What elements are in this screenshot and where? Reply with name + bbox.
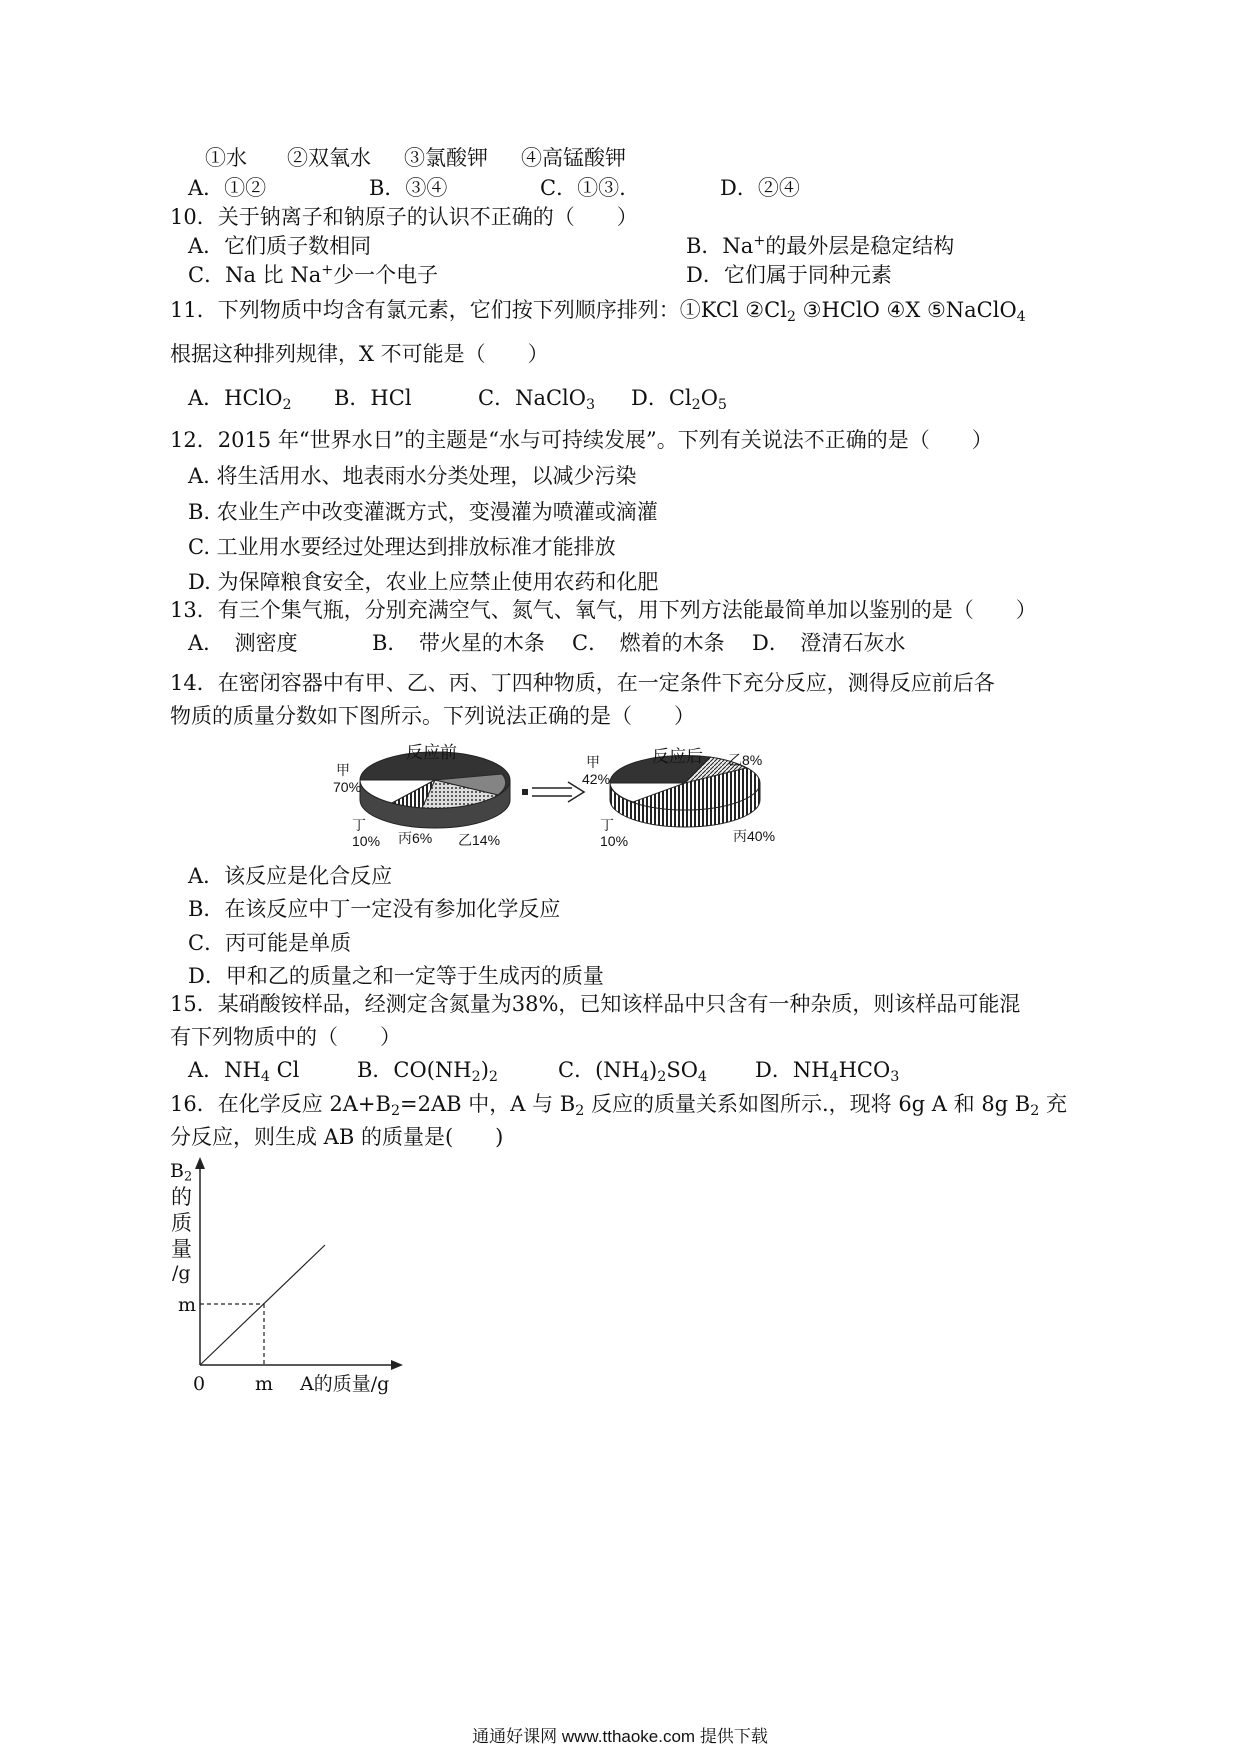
x-axis-arrow-icon (391, 1360, 403, 1370)
pie-before-title: 反应前 (406, 743, 457, 762)
q13-option-b: B． 带火星的木条 (372, 631, 545, 655)
y-axis-arrow-icon (195, 1157, 205, 1169)
q12-option-b: B. 农业生产中改变灌溉方式，变漫灌为喷灌或滴灌 (188, 500, 658, 524)
q12-option-c: C. 工业用水要经过处理达到排放标准才能排放 (188, 535, 616, 559)
q10-stem: 10．关于钠离子和钠原子的认识不正确的（ ） (170, 205, 638, 229)
q16-m-y: m (178, 1294, 197, 1316)
q12-stem: 12．2015 年“世界水日”的主题是“水与可持续发展”。下列有关说法不正确的是（ ） (170, 428, 993, 452)
q9-item-1: ①水 (205, 146, 247, 170)
pie-after-title: 反应后 (652, 747, 703, 766)
q16-graph (170, 1155, 420, 1400)
q14-option-d: D．甲和乙的质量之和一定等于生成丙的质量 (188, 964, 604, 988)
q14-option-b: B．在该反应中丁一定没有参加化学反应 (188, 897, 561, 921)
q16-ylabel-1: 的 (171, 1185, 192, 1209)
q15-option-a: A．$NH_4$ Cl (188, 1058, 300, 1085)
q9-option-d: D．②④ (720, 176, 800, 200)
q9-item-4: ④高锰酸钾 (521, 146, 626, 170)
q16-ylabel-3: 量 (171, 1237, 192, 1261)
q9-item-3: ③氯酸钾 (404, 146, 488, 170)
q9-option-b: B．③④ (369, 176, 448, 200)
q16-ylabel-b2: $B_2$ (170, 1160, 193, 1185)
q9-item-2: ②双氧水 (287, 146, 371, 170)
q12-option-a: A. 将生活用水、地表雨水分类处理，以减少污染 (188, 464, 637, 488)
q10-option-d: D．它们属于同种元素 (686, 263, 892, 287)
q13-option-a: A． 测密度 (188, 631, 298, 655)
q16-xlabel: A的质量/g (300, 1373, 390, 1395)
q12-option-d: D. 为保障粮食安全，农业上应禁止使用农药和化肥 (188, 570, 659, 594)
q10-option-b: B．Na+的最外层是稳定结构 (686, 233, 955, 258)
q9-option-a: A．①② (188, 176, 267, 200)
q15-stem-1: 15．某硝酸铵样品，经测定含氮量为38%，已知该样品中只含有一种杂质，则该样品可能混 (170, 992, 1021, 1016)
q11-option-c: C．NaClO$_3$ (478, 386, 596, 413)
q10-option-a: A．它们质子数相同 (188, 234, 372, 258)
q15-stem-2: 有下列物质中的（ ） (170, 1025, 401, 1049)
q13-stem: 13．有三个集气瓶，分别充满空气、氮气、氧气，用下列方法能最简单加以鉴别的是（ ） (170, 598, 1037, 622)
q16-ylabel-4: /g (172, 1262, 191, 1284)
q16-origin: 0 (193, 1373, 206, 1395)
pie-before-label-ding-pct: 10% (352, 833, 381, 849)
q16-stem-1: 16．在化学反应 $2A+B_2=2AB$ 中，A 与 $B_2$ 反应的质量关系如图所示.，现将 6g A 和 8g $B_2$ 充 (170, 1092, 1067, 1119)
arrow-icon (520, 780, 590, 804)
pie-after-label-jia: 甲 (586, 754, 600, 770)
q14-stem-1: 14．在密闭容器中有甲、乙、丙、丁四种物质，在一定条件下充分反应，测得反应前后各 (170, 671, 995, 695)
q11-stem: 11．下列物质中均含有氯元素，它们按下列顺序排列：①KCl $②Cl_2$ ③HClO ④X ⑤NaClO$_4$ (170, 298, 1026, 325)
q15-option-d: D．$NH_4HCO_3$ (755, 1058, 900, 1085)
mass-line (200, 1245, 325, 1365)
pie-before-label-jia-pct: 70% (333, 779, 362, 795)
q15-option-c: C．$(NH_4)_2SO_4$ (558, 1058, 707, 1085)
footer-source: 通通好课网 www.tthaoke.com 提供下载 (472, 1727, 768, 1746)
pie-before-label-bing: 丙6% (398, 830, 433, 846)
q13-option-c: C． 燃着的木条 (572, 631, 725, 655)
q14-stem-2: 物质的质量分数如下图所示。下列说法正确的是（ ） (170, 704, 695, 728)
q11-option-b: B．HCl (334, 386, 412, 410)
q14-option-a: A．该反应是化合反应 (188, 864, 393, 888)
q9-option-c: C．①③. (540, 176, 626, 200)
pie-before-label-jia: 甲 (336, 762, 350, 778)
pie-before-label-yi: 乙14% (458, 832, 501, 848)
q16-m-x: m (255, 1373, 274, 1395)
q11-option-d: D．$Cl_2O_5$ (631, 386, 727, 413)
q11-stem-2: 根据这种排列规律，X 不可能是（ ） (170, 342, 549, 366)
pie-after-label-ding-pct: 10% (600, 833, 629, 849)
pie-after-label-jia-pct: 42% (582, 771, 611, 787)
q10-option-c: C．Na 比 Na+少一个电子 (188, 262, 439, 287)
q16-stem-2: 分反应，则生成 AB 的质量是( ) (170, 1125, 504, 1149)
pie-after-label-bing: 丙40% (733, 828, 776, 844)
pie-before-label-ding: 丁 (352, 817, 366, 833)
q13-option-d: D． 澄清石灰水 (752, 631, 906, 655)
q14-option-c: C．丙可能是单质 (188, 931, 352, 955)
q11-option-a: A．HClO$_2$ (188, 386, 292, 413)
q15-option-b: B．$CO(NH_2)_2$ (357, 1058, 498, 1085)
pie-after-label-yi: 乙8% (728, 752, 763, 768)
q16-ylabel-2: 质 (171, 1211, 192, 1235)
pie-after-label-ding: 丁 (600, 817, 614, 833)
